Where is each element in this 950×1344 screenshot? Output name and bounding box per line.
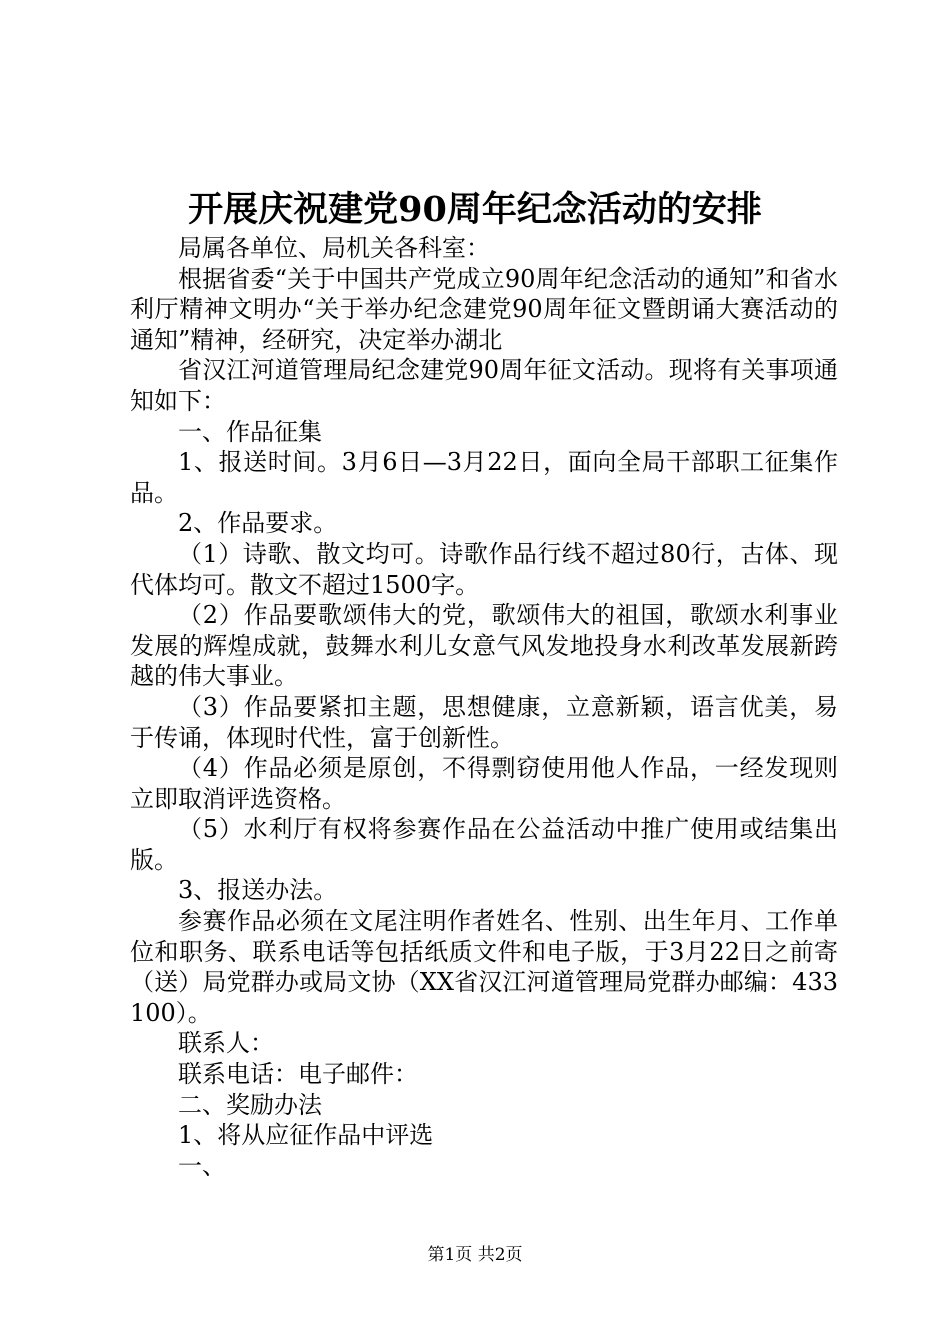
requirement-item-4: （4）作品必须是原创，不得剽窃使用他人作品，一经发现则立即取消评选资格。 [130,754,838,813]
contact-phone-email: 联系电话：电子邮件： [178,1060,418,1089]
requirement-item-3: （3）作品要紧扣主题，思想健康，立意新颖，语言优美，易于传诵，体现时代性，富于创新性。 [130,692,838,752]
requirement-item-1: （1）诗歌、散文均可。诗歌作品行线不超过80行，古体、现代体均可。散文不超过1500字。 [130,539,838,599]
subheading-requirements: 2、作品要求。 [178,509,338,538]
paragraph-basis: 根据省委“关于中国共产党成立90周年纪念活动的通知”和省水利厅精神文明办“关于举办纪念建党90周年征文暨朗诵大赛活动的通知”精神，经研究，决定举办湖北 [130,264,838,354]
paragraph-submission-time: 1、报送时间。3月6日—3月22日，面向全局干部职工征集作品。 [130,448,838,507]
page-footer: 第1页 共2页 [427,1245,523,1265]
award-item-1: 1、将从应征作品中评选 [178,1121,434,1150]
section-heading-awards: 二、奖励办法 [178,1090,322,1119]
document-title: 开展庆祝建党90周年纪念活动的安排 [188,189,762,230]
section-heading-collection: 一、作品征集 [178,417,322,446]
requirement-item-2: （2）作品要歌颂伟大的党，歌颂伟大的祖国，歌颂水利事业发展的辉煌成就，鼓舞水利儿女意气风发地投身水利改革发展新跨越的伟大事业。 [130,601,838,691]
contact-person: 联系人： [178,1029,274,1058]
subheading-submission-method: 3、报送办法。 [178,876,338,905]
award-item-next: 一、 [178,1151,226,1180]
paragraph-intro: 省汉江河道管理局纪念建党90周年征文活动。现将有关事项通知如下： [130,356,838,415]
document-body [130,233,838,1181]
paragraph-submission-method: 参赛作品必须在文尾注明作者姓名、性别、出生年月、工作单位和职务、联系电话等包括纸质文件和电子版，于3月22日之前寄（送）局党群办或局文协（XX省汉江河道管理局党群办邮编：433100）。 [130,907,838,1027]
requirement-item-5: （5）水利厅有权将参赛作品在公益活动中推广使用或结集出版。 [130,815,838,874]
paragraph-salutation: 局属各单位、局机关各科室： [178,234,490,262]
